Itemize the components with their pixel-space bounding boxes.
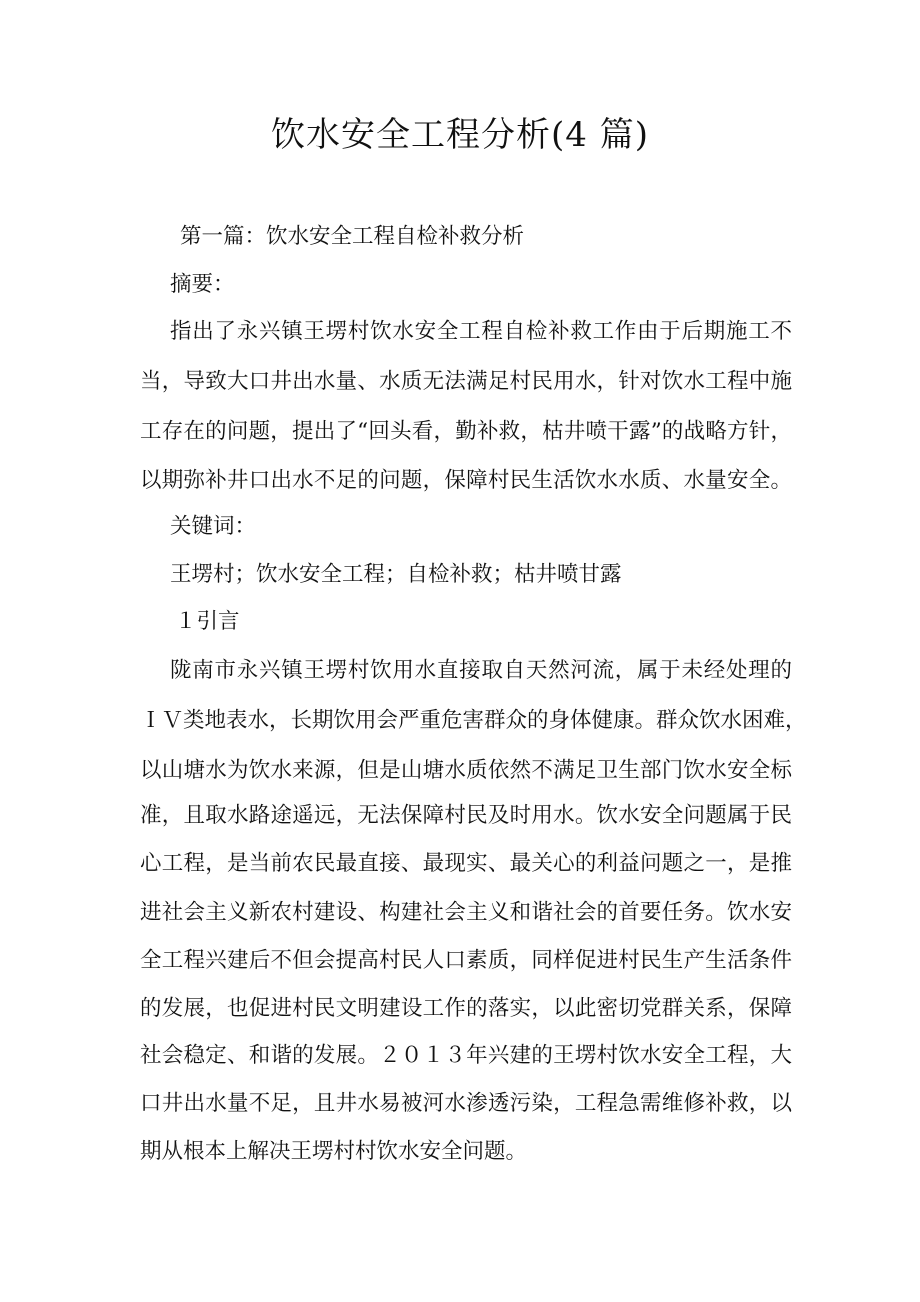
keywords-label: 关键词：	[170, 514, 257, 539]
abstract-line: 指出了永兴镇王塄村饮水安全工程自检补救工作由于后期施工不	[170, 319, 792, 344]
intro-line: 进社会主义新农村建设、构建社会主义和谐社会的首要任务。饮水安	[140, 900, 792, 925]
document-title: 饮水安全工程分析(4 篇)	[271, 115, 649, 155]
intro-line: 准，且取水路途遥远，无法保障村民及时用水。饮水安全问题属于民	[140, 803, 792, 828]
intro-line: 社会稳定、和谐的发展。２０１３年兴建的王塄村饮水安全工程，大	[140, 1043, 792, 1068]
abstract-line: 以期弥补井口出水不足的问题，保障村民生活饮水水质、水量安全。	[140, 468, 792, 493]
intro-line: 口井出水量不足，且井水易被河水渗透污染，工程急需维修补救，以	[140, 1091, 792, 1116]
intro-line: 陇南市永兴镇王塄村饮用水直接取自天然河流，属于未经处理的	[170, 658, 792, 683]
keywords-text: 王塄村；饮水安全工程；自检补救；枯井喷甘露	[170, 562, 622, 587]
intro-line: 以山塘水为饮水来源，但是山塘水质依然不满足卫生部门饮水安全标	[140, 758, 792, 783]
abstract-line: 当，导致大口井出水量、水质无法满足村民用水，针对饮水工程中施	[140, 369, 792, 394]
intro-line: 全工程兴建后不但会提高村民人口素质，同样促进村民生产生活条件	[140, 948, 792, 973]
intro-line: 的发展，也促进村民文明建设工作的落实，以此密切党群关系，保障	[140, 996, 792, 1021]
intro-line: ＩＶ类地表水，长期饮用会严重危害群众的身体健康。群众饮水困难，	[140, 708, 807, 733]
intro-heading: １引言	[175, 609, 240, 634]
intro-line: 期从根本上解决王塄村村饮水安全问题。	[140, 1139, 528, 1164]
intro-line: 心工程，是当前农民最直接、最现实、最关心的利益问题之一，是推	[140, 851, 792, 876]
section-heading: 第一篇：饮水安全工程自检补救分析	[180, 224, 525, 249]
abstract-label: 摘要：	[170, 272, 235, 297]
abstract-line: 工存在的问题，提出了“回头看，勤补救，枯井喷干露”的战略方针，	[140, 419, 792, 444]
